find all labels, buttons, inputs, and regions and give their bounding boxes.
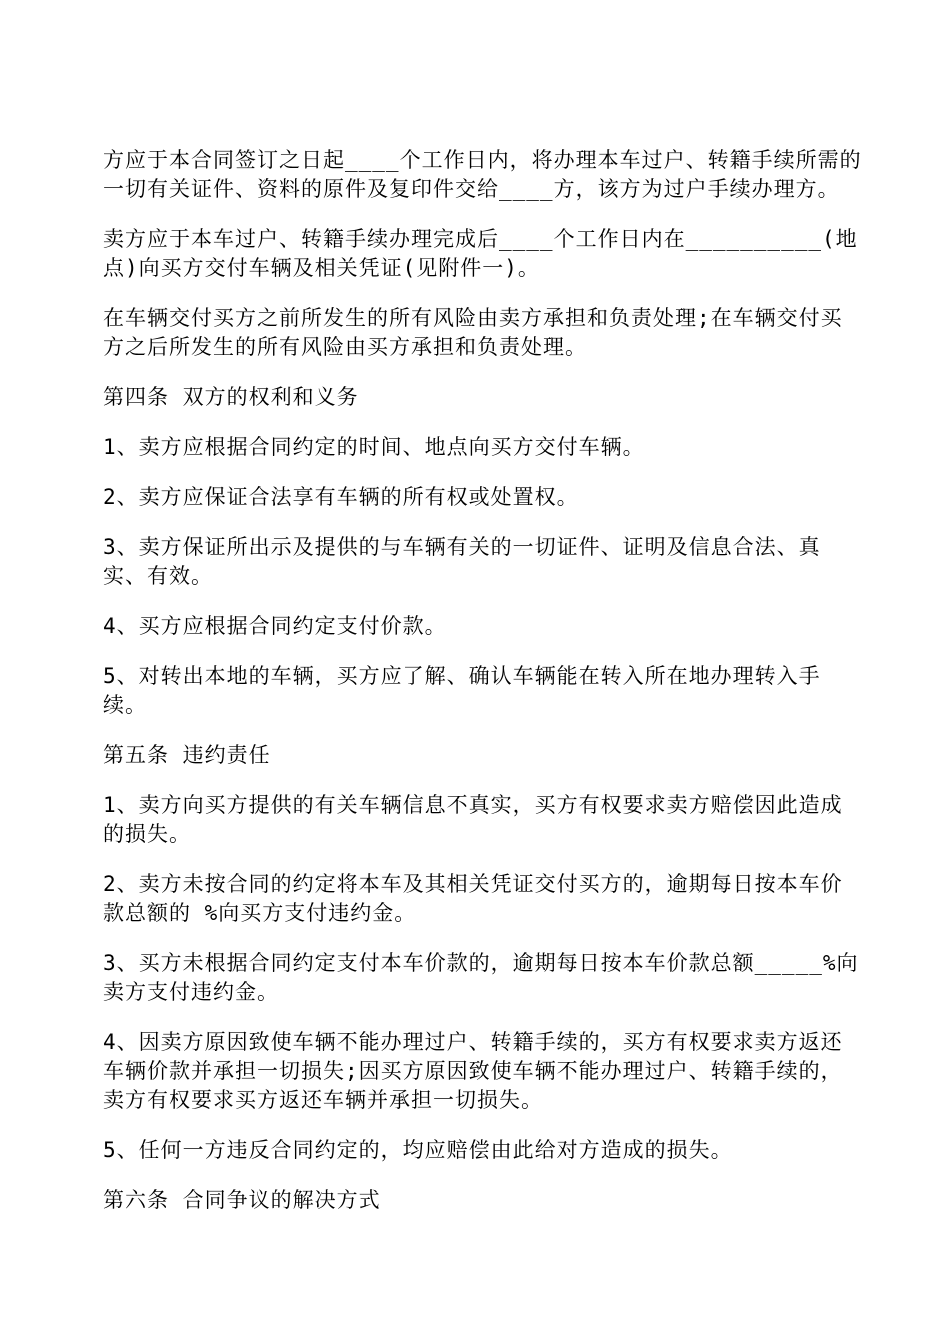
- list-item: 2、卖方未按合同的约定将本车及其相关凭证交付买方的，逾期每日按本车价款总额的 %向买方支付违约金。: [103, 872, 843, 925]
- document-body: [103, 146, 863, 1236]
- list-item: 2、卖方应保证合法享有车辆的所有权或处置权。: [103, 485, 579, 509]
- section-heading-article-5: 第五条 违约责任: [103, 743, 271, 767]
- list-item: 5、对转出本地的车辆，买方应了解、确认车辆能在转入所在地办理转入手续。: [103, 664, 821, 717]
- section-heading-article-4: 第四条 双方的权利和义务: [103, 385, 359, 409]
- list-item: 3、卖方保证所出示及提供的与车辆有关的一切证件、证明及信息合法、真实、有效。: [103, 535, 821, 588]
- paragraph-delivery: 卖方应于本车过户、转籍手续办理完成后____个工作日内在__________(地点)向买方交付车辆及相关凭证(见附件一)。: [103, 227, 858, 280]
- list-item: 1、卖方向买方提供的有关车辆信息不真实，买方有权要求卖方赔偿因此造成的损失。: [103, 793, 843, 846]
- paragraph-transfer-procedure: 方应于本合同签订之日起____个工作日内，将办理本车过户、转籍手续所需的一切有关证件、资料的原件及复印件交给____方，该方为过户手续办理方。: [103, 148, 862, 201]
- list-item: 5、任何一方违反合同约定的，均应赔偿由此给对方造成的损失。: [103, 1138, 733, 1162]
- list-item: 1、卖方应根据合同约定的时间、地点向买方交付车辆。: [103, 435, 645, 459]
- paragraph-risk: 在车辆交付买方之前所发生的所有风险由卖方承担和负责处理;在车辆交付买方之后所发生的所有风险由买方承担和负责处理。: [103, 306, 843, 359]
- section-heading-article-6: 第六条 合同争议的解决方式: [103, 1188, 381, 1212]
- list-item: 3、买方未根据合同约定支付本车价款的，逾期每日按本车价款总额_____%向卖方支付违约金。: [103, 951, 859, 1004]
- list-item: 4、因卖方原因致使车辆不能办理过户、转籍手续的，买方有权要求卖方返还车辆价款并承担一切损失;因买方原因致使车辆不能办理过户、转籍手续的，卖方有权要求买方返还车辆并承担一切损失。: [103, 1030, 843, 1112]
- list-item: 4、买方应根据合同约定支付价款。: [103, 614, 447, 638]
